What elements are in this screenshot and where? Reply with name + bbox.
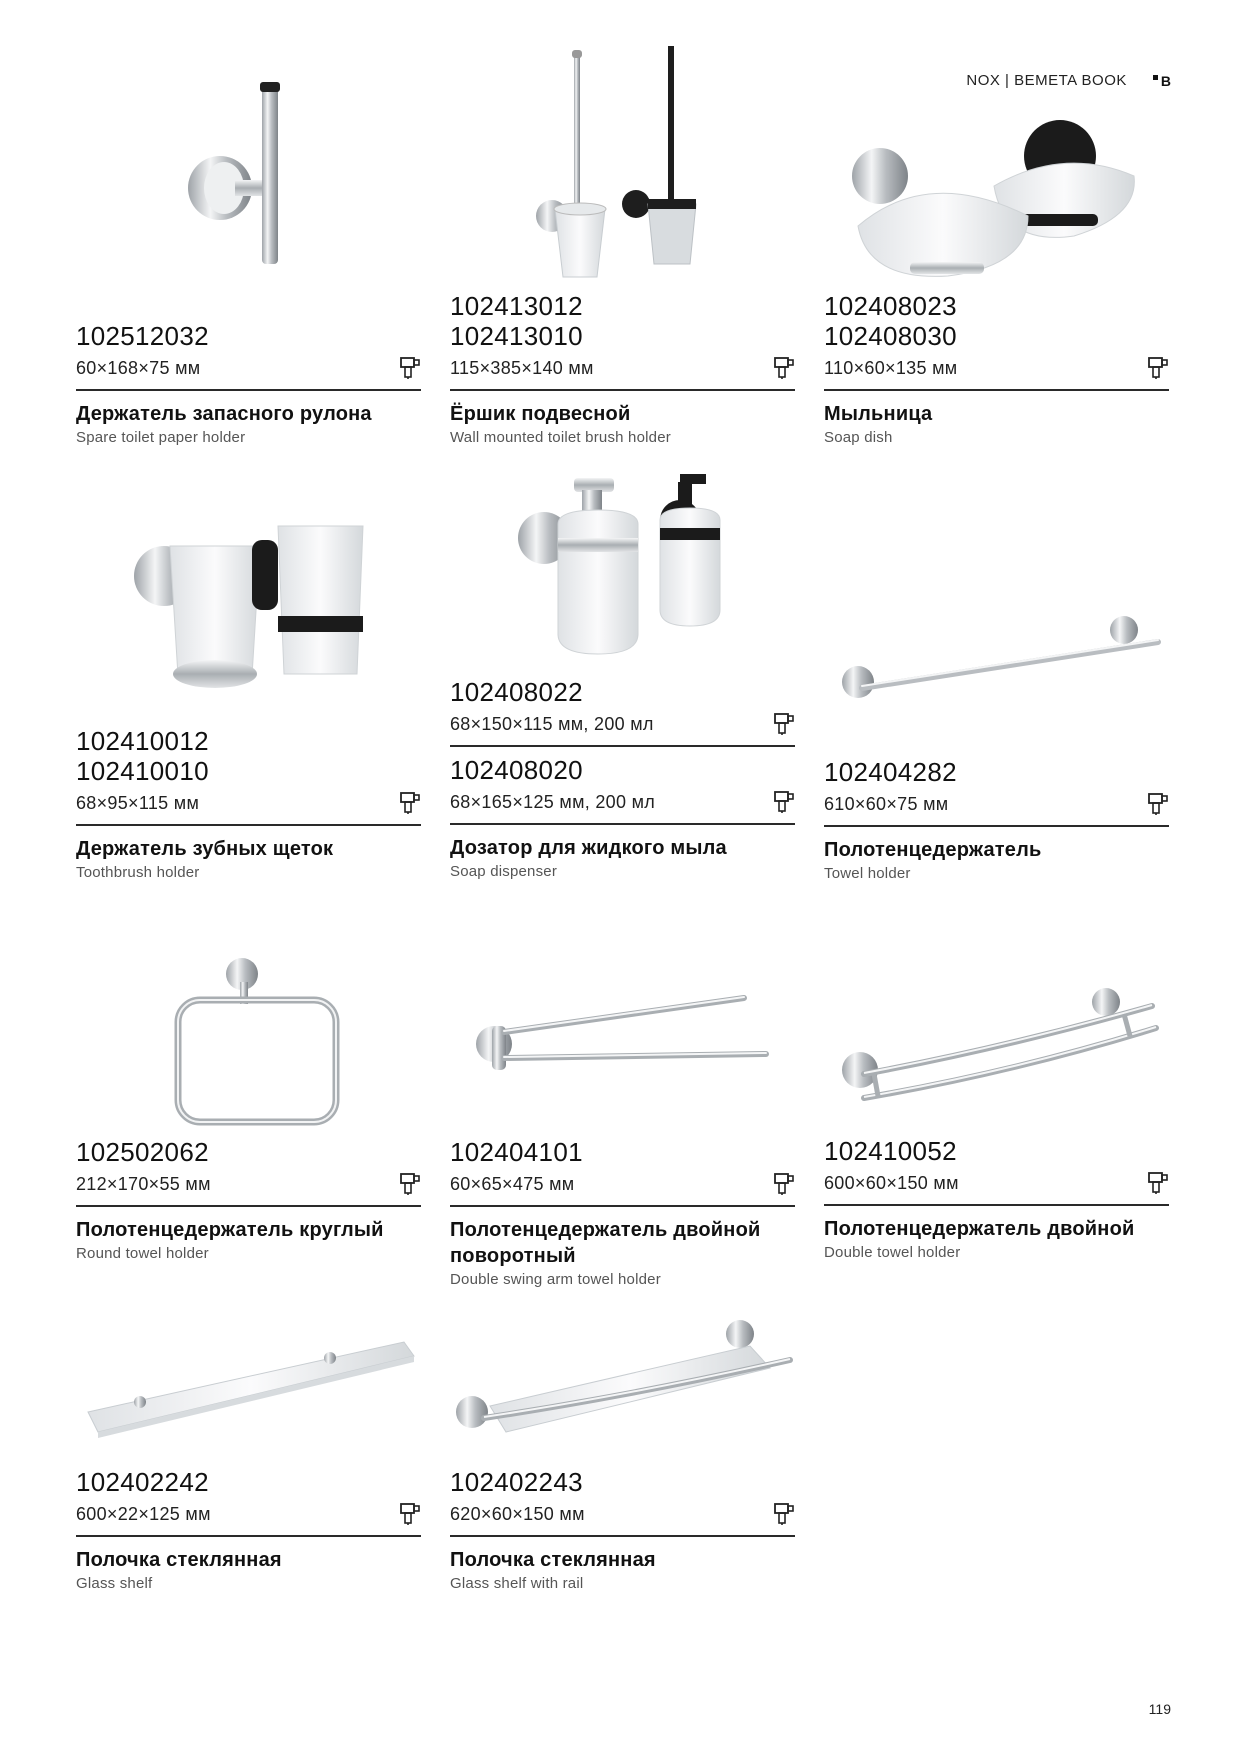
- product-code: 102410010: [76, 756, 209, 786]
- spec-row: [824, 789, 1169, 827]
- product-card: [76, 321, 421, 446]
- spare-toilet-paper-holder-image: [180, 78, 300, 268]
- spec-row: [76, 1169, 421, 1207]
- product-name-en: Soap dish: [824, 429, 893, 446]
- wall-mount-icon: [1147, 1171, 1169, 1195]
- product-card: [450, 291, 795, 446]
- product-name-en: Glass shelf with rail: [450, 1575, 584, 1592]
- wall-mount-icon: [773, 790, 795, 814]
- wall-mount-icon: [1147, 792, 1169, 816]
- product-name-en: Double swing arm towel holder: [450, 1271, 661, 1288]
- wall-mount-icon: [773, 712, 795, 736]
- product-name-en: Soap dispenser: [450, 863, 558, 880]
- product-name-en: Wall mounted toilet brush holder: [450, 429, 671, 446]
- product-card: [450, 1467, 795, 1592]
- wall-mount-icon: [773, 356, 795, 380]
- product-code: 102408022: [450, 677, 583, 707]
- double-towel-holder-image: [834, 988, 1164, 1118]
- page-header: [966, 72, 1171, 89]
- product-code: 102502062: [76, 1137, 209, 1167]
- spec-row: [76, 788, 421, 826]
- wall-mount-icon: [399, 1502, 421, 1526]
- product-dimensions: 610×60×75 мм: [824, 793, 949, 814]
- product-name-ru: Полотенцедержатель круглый: [76, 1219, 384, 1241]
- product-name-en: Double towel holder: [824, 1244, 961, 1261]
- product-variant: [450, 677, 795, 747]
- product-name-ru: Полотенцедержатель двойной: [824, 1218, 1135, 1240]
- product-code: 102404101: [450, 1137, 583, 1167]
- product-dimensions: 600×22×125 мм: [76, 1503, 211, 1524]
- spec-row: [450, 1169, 795, 1207]
- product-code: 102404282: [824, 757, 957, 787]
- spec-row: [450, 353, 795, 391]
- product-code: 102410012: [76, 726, 209, 756]
- product-name-ru: Мыльница: [824, 403, 933, 425]
- brand-logo: B: [1153, 73, 1171, 89]
- product-name-en: Round towel holder: [76, 1245, 209, 1262]
- product-code: 102410052: [824, 1136, 957, 1166]
- product-dimensions: 60×65×475 мм: [450, 1173, 575, 1194]
- glass-shelf-image: [84, 1332, 416, 1442]
- product-name-ru: Полочка стеклянная: [450, 1549, 656, 1571]
- spec-row: [824, 353, 1169, 391]
- product-card: [450, 677, 795, 880]
- product-dimensions: 110×60×135 мм: [824, 357, 958, 378]
- product-card: [76, 726, 421, 881]
- spec-row: [450, 709, 795, 747]
- product-card: [76, 1467, 421, 1592]
- spec-row: [450, 1499, 795, 1537]
- product-name-ru: Полочка стеклянная: [76, 1549, 282, 1571]
- page-number: 119: [1148, 1701, 1171, 1717]
- spec-row: [76, 353, 421, 391]
- product-code: 102408020: [450, 755, 583, 785]
- product-name-ru: Держатель зубных щеток: [76, 838, 334, 860]
- product-name-en: Spare toilet paper holder: [76, 429, 246, 446]
- soap-dispenser-image: [514, 468, 734, 668]
- header-title: NOX | BEMETA BOOK: [966, 72, 1127, 89]
- soap-dish-image: [848, 116, 1144, 286]
- product-name-ru: Ёршик подвесной: [450, 403, 631, 425]
- glass-shelf-with-rail-image: [450, 1320, 794, 1448]
- product-name-en: Glass shelf: [76, 1575, 153, 1592]
- product-name-ru: Держатель запасного рулона: [76, 403, 372, 425]
- toothbrush-holder-image: [130, 516, 370, 696]
- product-card: [824, 1136, 1169, 1261]
- product-code: 102408030: [824, 321, 957, 351]
- product-dimensions: 212×170×55 мм: [76, 1173, 211, 1194]
- wall-mount-icon: [1147, 356, 1169, 380]
- product-code: 102408023: [824, 291, 957, 321]
- product-card: [450, 1137, 795, 1288]
- product-dimensions: 68×165×125 мм, 200 мл: [450, 791, 656, 812]
- wall-mount-icon: [773, 1172, 795, 1196]
- spec-row: [76, 1499, 421, 1537]
- product-name-ru: Дозатор для жидкого мыла: [450, 837, 727, 859]
- product-name-en: Toothbrush holder: [76, 864, 200, 881]
- product-name-ru: Полотенцедержатель двойной поворотный: [450, 1219, 761, 1267]
- product-name-ru: Полотенцедержатель: [824, 839, 1042, 861]
- toilet-brush-holder-image: [530, 44, 720, 284]
- spec-row: [450, 787, 795, 825]
- product-name-en: Towel holder: [824, 865, 911, 882]
- wall-mount-icon: [773, 1502, 795, 1526]
- product-dimensions: 68×150×115 мм, 200 мл: [450, 713, 654, 734]
- double-swing-arm-image: [474, 988, 774, 1084]
- product-card: [824, 291, 1169, 446]
- product-card: [824, 757, 1169, 882]
- product-dimensions: 600×60×150 мм: [824, 1172, 959, 1193]
- product-code: 102402242: [76, 1467, 209, 1497]
- product-code: 102402243: [450, 1467, 583, 1497]
- wall-mount-icon: [399, 356, 421, 380]
- product-dimensions: 115×385×140 мм: [450, 357, 594, 378]
- wall-mount-icon: [399, 1172, 421, 1196]
- product-variant: [450, 755, 795, 825]
- product-dimensions: 60×168×75 мм: [76, 357, 201, 378]
- product-code: 102413010: [450, 321, 583, 351]
- product-dimensions: 68×95×115 мм: [76, 792, 200, 813]
- product-code: 102413012: [450, 291, 583, 321]
- wall-mount-icon: [399, 791, 421, 815]
- product-dimensions: 620×60×150 мм: [450, 1503, 585, 1524]
- product-card: [76, 1137, 421, 1262]
- spec-row: [824, 1168, 1169, 1206]
- round-towel-holder-image: [170, 956, 346, 1126]
- towel-holder-image: [836, 610, 1166, 706]
- product-code: 102512032: [76, 321, 209, 351]
